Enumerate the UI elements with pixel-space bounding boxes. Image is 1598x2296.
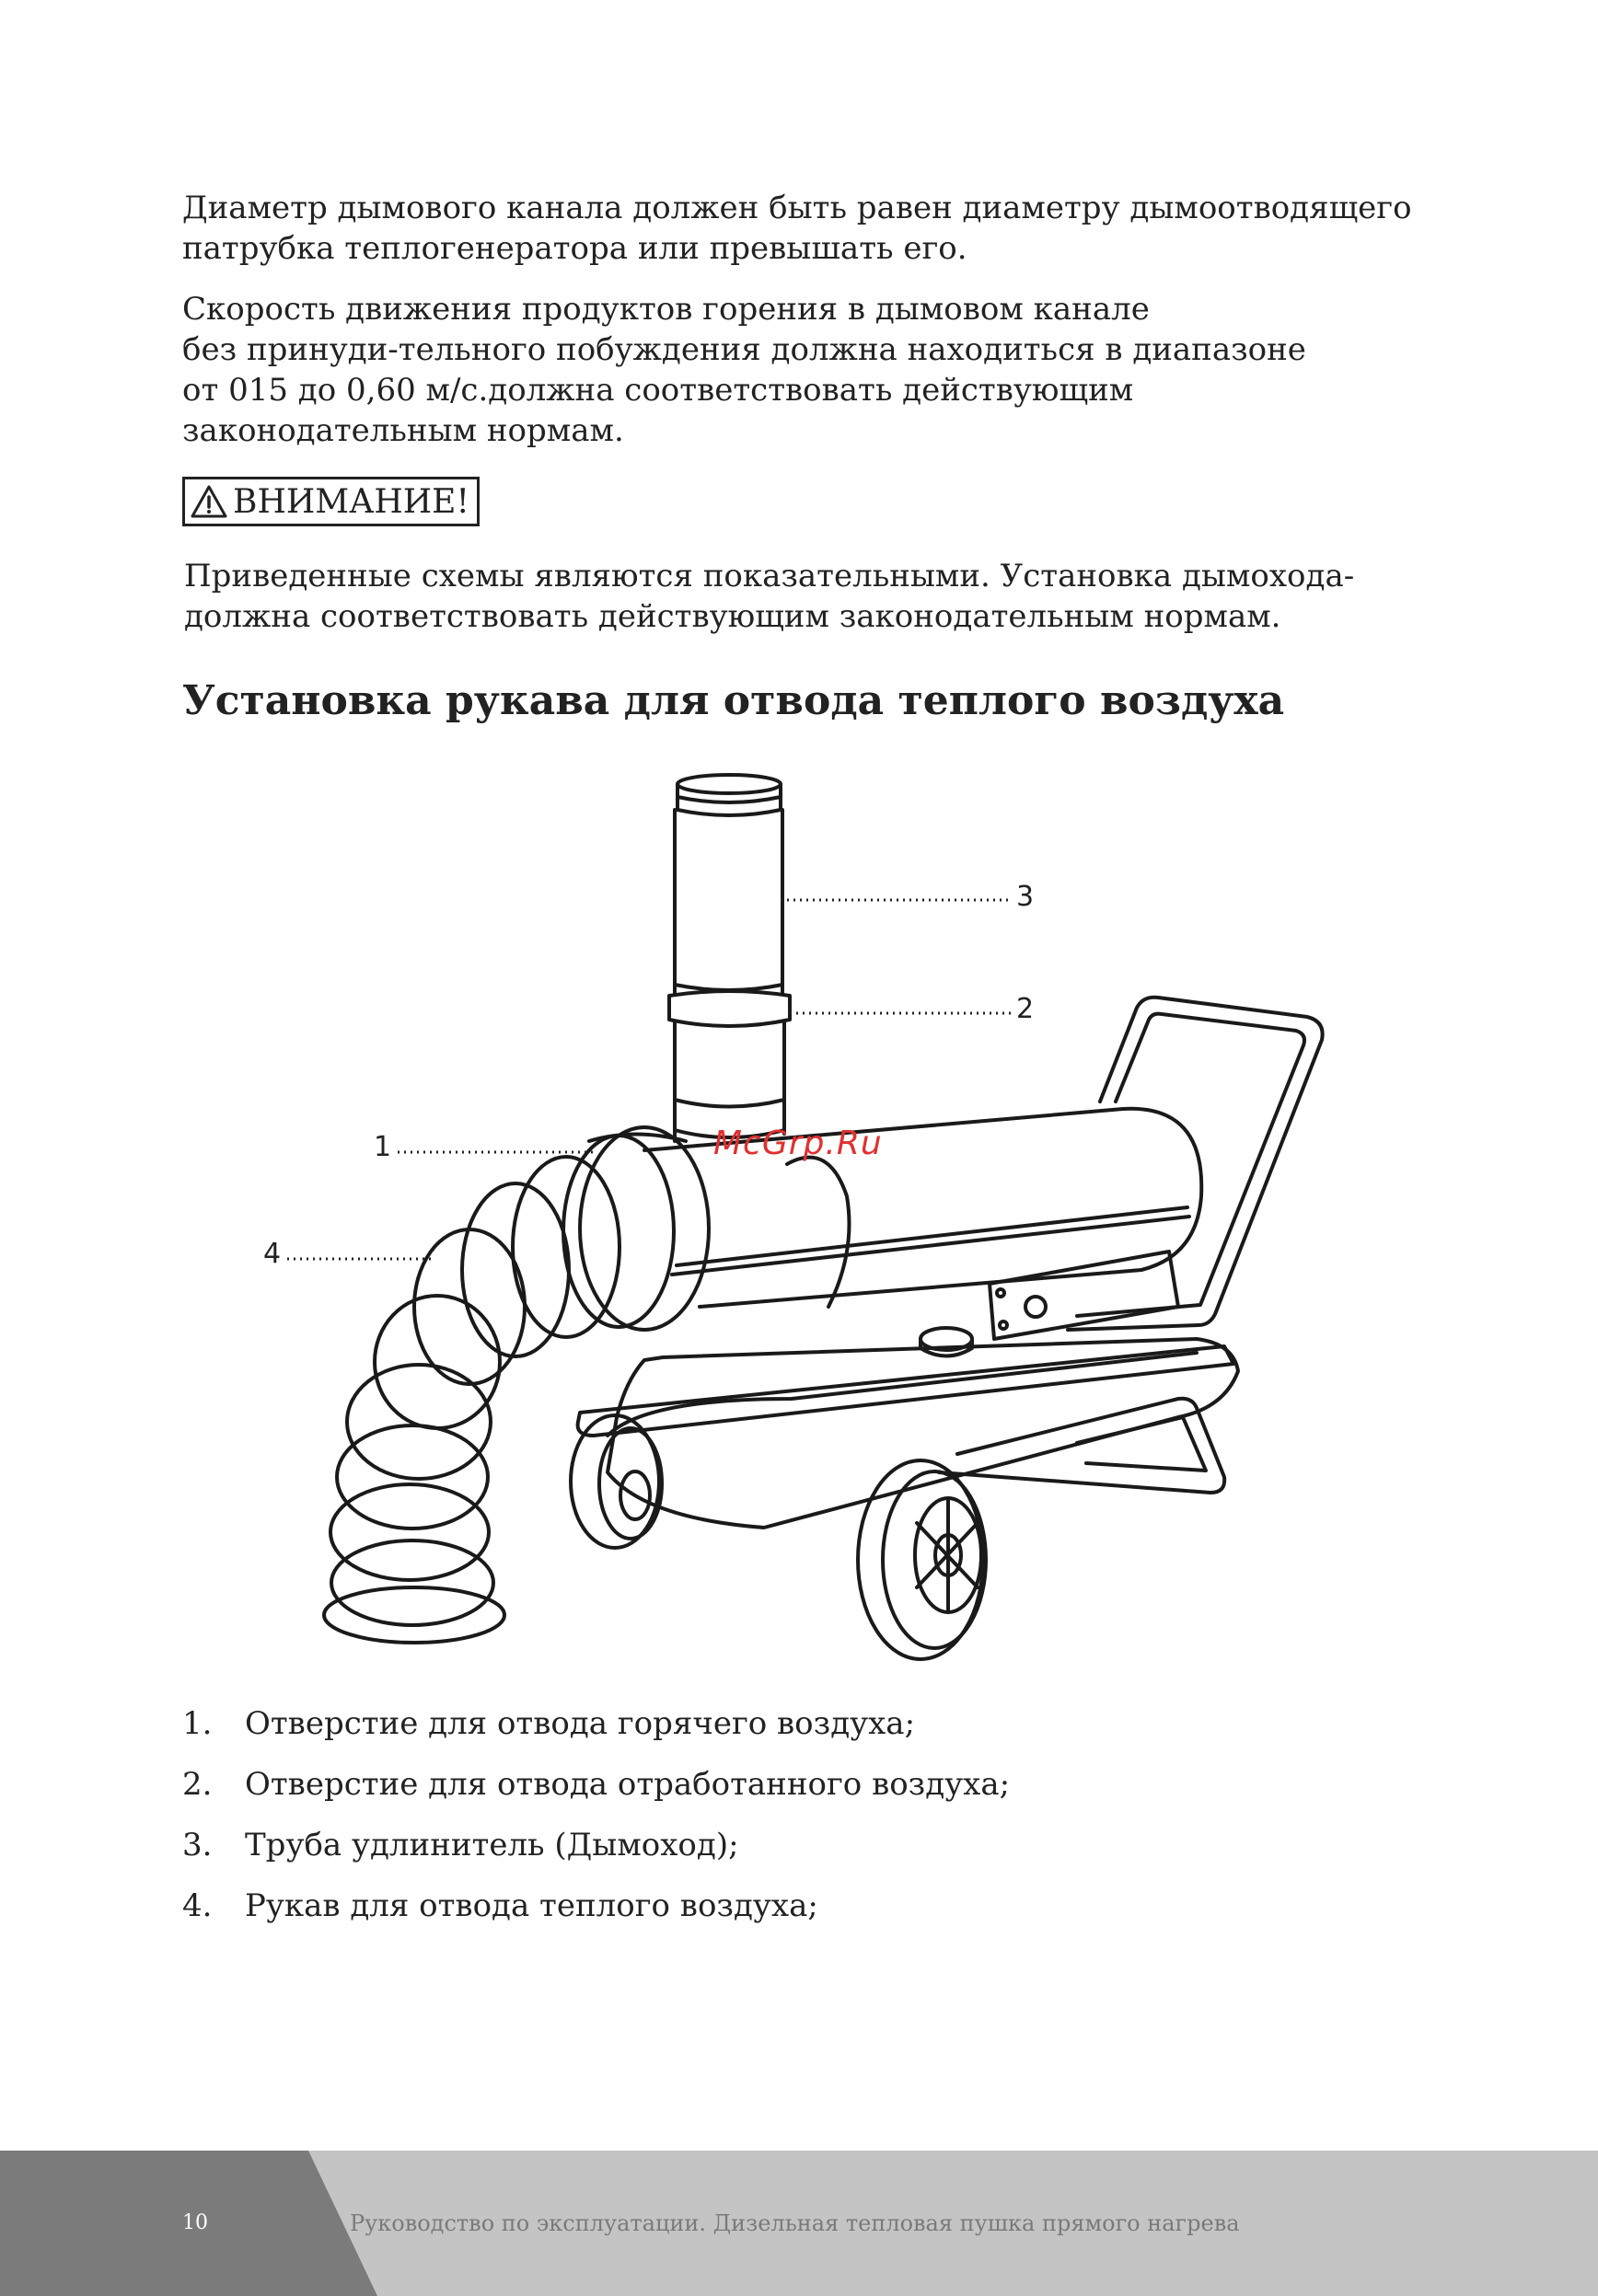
handle-frame xyxy=(1068,998,1323,1330)
front-wheel xyxy=(858,1460,986,1659)
body-front xyxy=(787,1158,850,1307)
body-seam-2 xyxy=(672,1217,1189,1275)
list-item xyxy=(182,1693,1010,1754)
hot-air-outlet xyxy=(580,1127,709,1330)
section-heading: Установка рукава для отвода теплого воздуха xyxy=(182,677,1285,724)
document-title: Руководство по эксплуатации. Дизельная тепловая пушка прямого нагрева xyxy=(350,2210,1240,2236)
list-item-text: Рукав для отвода теплого воздуха; xyxy=(245,1887,818,1924)
watermark: McGrp.Ru xyxy=(713,1125,883,1162)
text-line: должна соответствовать действующим законодательным нормам. xyxy=(184,598,1281,635)
callout-4: 4 xyxy=(263,1238,282,1270)
page-number: 10 xyxy=(182,2211,208,2234)
text-line: законодательным нормам. xyxy=(182,412,624,449)
tank xyxy=(608,1339,1238,1528)
list-item-text: Отверстие для отвода горячего воздуха; xyxy=(245,1705,916,1742)
text-line: от 015 до 0,60 м/с.должна соответствовать действующим xyxy=(182,372,1134,409)
paragraph-flue-speed xyxy=(182,289,1489,451)
warning-box xyxy=(182,477,480,526)
text-line: Скорость движения продуктов горения в дымовом канале xyxy=(182,291,1150,328)
heater-hose-illustration xyxy=(249,759,1353,1679)
callout-2: 2 xyxy=(1016,993,1035,1025)
callout-3: 3 xyxy=(1016,881,1035,913)
paragraph-schemes-note xyxy=(184,556,1491,637)
list-item-number: 1. xyxy=(182,1705,213,1742)
callout-1: 1 xyxy=(374,1131,392,1163)
list-item xyxy=(182,1754,1010,1815)
chimney-pipe xyxy=(675,810,782,994)
chimney-ring xyxy=(669,991,790,1026)
page-footer xyxy=(0,2151,1598,2296)
warning-triangle-icon xyxy=(191,484,227,519)
text-line: без принуди-тельного побуждения должна находиться в диапазоне xyxy=(182,331,1306,368)
list-item-text: Труба удлинитель (Дымоход); xyxy=(245,1827,739,1863)
list-item-text: Отверстие для отвода отработанного воздуха; xyxy=(245,1766,1011,1803)
chimney-lower xyxy=(675,1021,784,1141)
text-line: патрубка теплогенератора или превышать его. xyxy=(182,230,967,267)
parts-legend xyxy=(182,1693,1010,1936)
text-line: Приведенные схемы являются показательными. Установка дымохода- xyxy=(184,558,1355,594)
paragraph-chimney-diameter xyxy=(182,188,1489,269)
rear-stand xyxy=(939,1399,1224,1493)
body-seam xyxy=(677,1207,1187,1265)
warning-label: ВНИМАНИЕ! xyxy=(233,482,469,521)
list-item xyxy=(182,1875,1010,1936)
list-item-number: 2. xyxy=(182,1766,213,1803)
list-item xyxy=(182,1815,1010,1875)
text-line: Диаметр дымового канала должен быть равен диаметру дымоотводящего xyxy=(182,190,1412,226)
hose xyxy=(324,1136,674,1643)
list-item-number: 3. xyxy=(182,1827,213,1863)
list-item-number: 4. xyxy=(182,1887,213,1924)
